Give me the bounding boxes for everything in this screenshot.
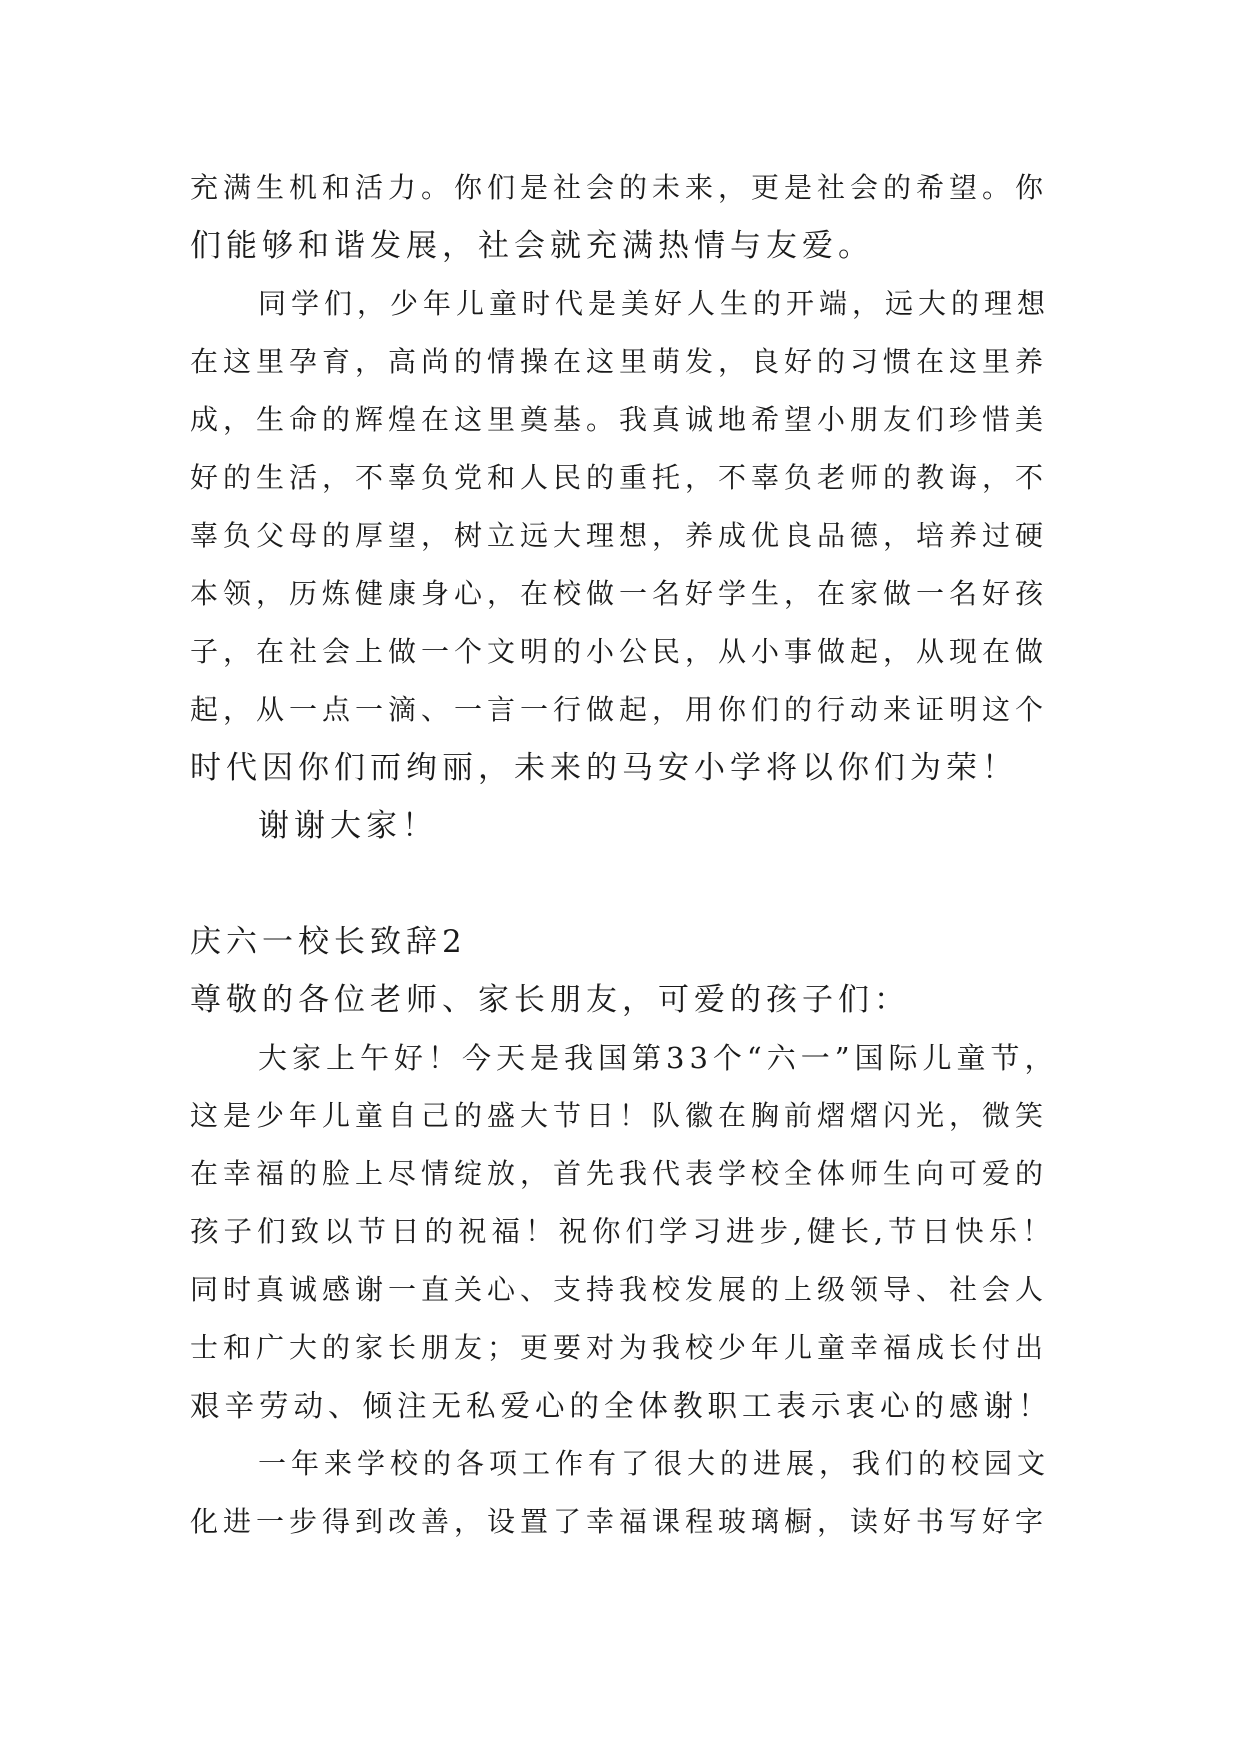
salutation: 尊敬的各位老师、家长朋友，可爱的孩子们： xyxy=(190,982,910,1018)
text-line: 成，生命的辉煌在这里奠基。我真诚地希望小朋友们珍惜美 xyxy=(190,403,1049,436)
text-line: 时代因你们而绚丽，未来的马安小学将以你们为荣！ xyxy=(190,750,1018,786)
text-line: 士和广大的家长朋友；更要对为我校少年儿童幸福成长付出 xyxy=(190,1331,1049,1364)
paragraph-first-line: 一年来学校的各项工作有了很大的进展，我们的校园文 xyxy=(258,1447,1051,1480)
text-line: 本领，历炼健康身心，在校做一名好学生，在家做一名好孩 xyxy=(190,577,1049,610)
text-line: 好的生活，不辜负党和人民的重托，不辜负老师的教诲，不 xyxy=(190,461,1049,494)
text-line: 充满生机和活力。你们是社会的未来，更是社会的希望。你 xyxy=(190,171,1049,204)
text-line: 在幸福的脸上尽情绽放，首先我代表学校全体师生向可爱的 xyxy=(190,1157,1049,1190)
text-line: 化进一步得到改善，设置了幸福课程玻璃橱，读好书写好字 xyxy=(190,1505,1049,1538)
text-line: 这是少年儿童自己的盛大节日！队徽在胸前熠熠闪光，微笑 xyxy=(190,1099,1049,1132)
text-line: 孩子们致以节日的祝福！祝你们学习进步,健长,节日快乐！ xyxy=(190,1215,1056,1248)
closing-thanks: 谢谢大家！ xyxy=(258,808,438,844)
section-title: 庆六一校长致辞2 xyxy=(190,924,467,960)
paragraph-first-line: 同学们，少年儿童时代是美好人生的开端，远大的理想 xyxy=(258,287,1051,320)
text-line: 同时真诚感谢一直关心、支持我校发展的上级领导、社会人 xyxy=(190,1273,1049,1306)
paragraph-first-line: 大家上午好！今天是我国第33个“六一”国际儿童节， xyxy=(258,1041,1059,1075)
text-line: 子，在社会上做一个文明的小公民，从小事做起，从现在做 xyxy=(190,635,1049,668)
text-line: 辜负父母的厚望，树立远大理想，养成优良品德，培养过硬 xyxy=(190,519,1049,552)
text-line: 们能够和谐发展，社会就充满热情与友爱。 xyxy=(190,228,874,264)
text-line: 在这里孕育，高尚的情操在这里萌发，良好的习惯在这里养 xyxy=(190,345,1049,378)
text-line: 起，从一点一滴、一言一行做起，用你们的行动来证明这个 xyxy=(190,693,1049,726)
text-line: 艰辛劳动、倾注无私爱心的全体教职工表示衷心的感谢！ xyxy=(190,1389,1053,1423)
